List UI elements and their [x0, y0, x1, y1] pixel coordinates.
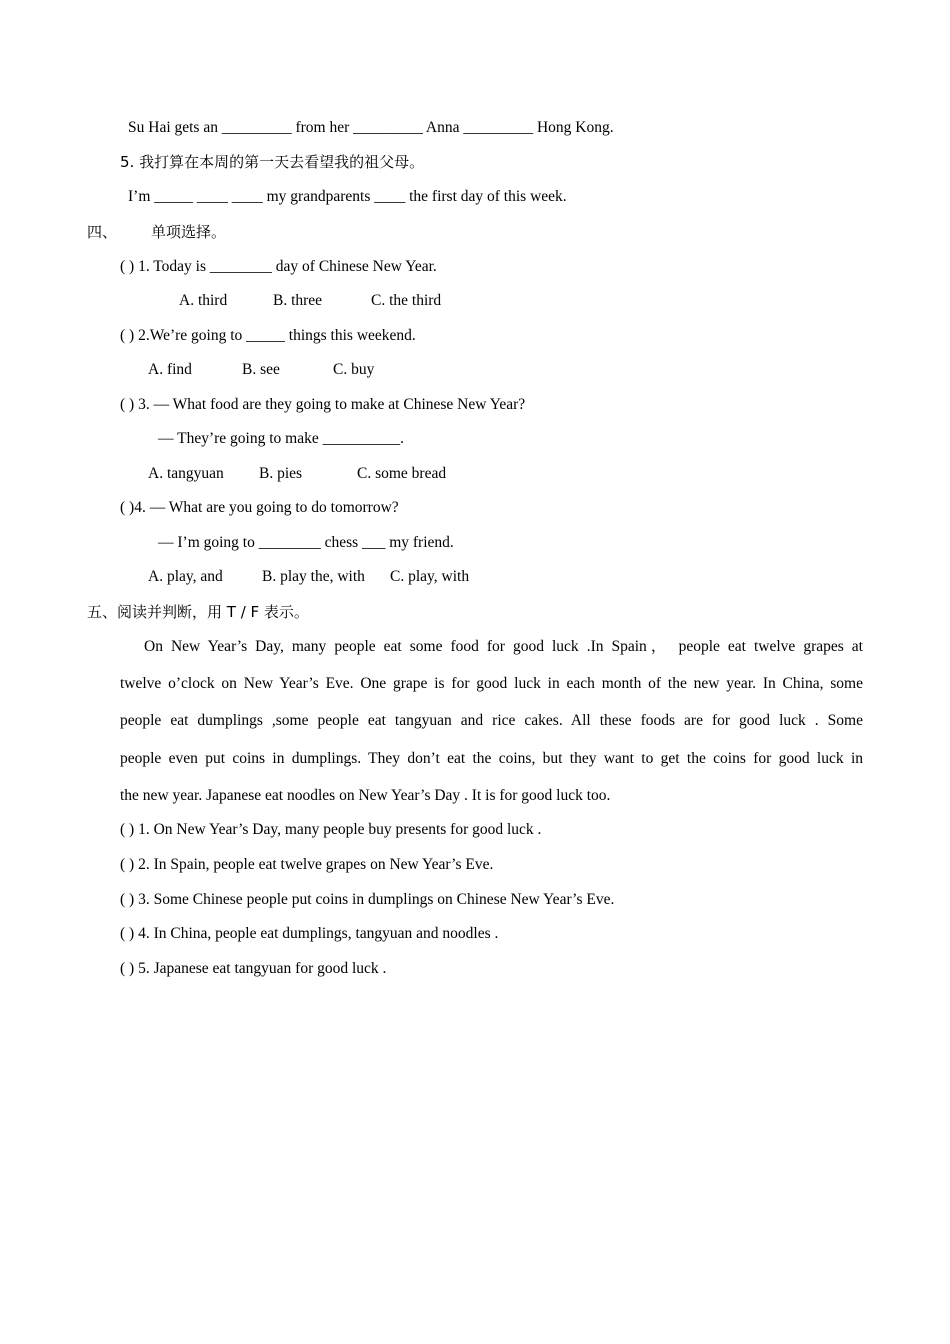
mc-q4-option-c: C. play, with: [390, 568, 470, 585]
mc-question-4-reply: — I’m going to ________ chess ___ my friend.: [158, 534, 454, 551]
mc-question-4-stem: ( )4. — What are you going to do tomorrow?: [120, 499, 399, 516]
translation-q5-prompt: 5. 我打算在本周的第一天去看望我的祖父母。: [120, 153, 425, 171]
tf-statement-1: ( ) 1. On New Year’s Day, many people buy presents for good luck .: [120, 821, 542, 838]
mc-q3-option-b: B. pies: [259, 465, 303, 482]
passage-line-4: people even put coins in dumplings. They don’t eat the coins, but they want to get the coins for good luck in: [120, 750, 863, 767]
mc-q4-option-a: A. play, and: [148, 568, 223, 585]
mc-q3-option-a: A. tangyuan: [148, 465, 224, 482]
mc-question-3-reply: — They’re going to make __________.: [158, 430, 404, 447]
passage-line-2: twelve o’clock on New Year’s Eve. One grape is for good luck in each month of the new year. In China, some: [120, 675, 863, 692]
mc-question-3-stem: ( ) 3. — What food are they going to make at Chinese New Year?: [120, 396, 526, 413]
tf-statement-4: ( ) 4. In China, people eat dumplings, tangyuan and noodles .: [120, 925, 499, 942]
section-5-heading: 五、阅读并判断，用 T / F 表示。: [87, 603, 309, 621]
mc-question-2-options: [148, 360, 374, 380]
translation-line-4-answer: Su Hai gets an _________ from her _________ Anna _________ Hong Kong.: [128, 119, 614, 136]
mc-q2-option-c: C. buy: [333, 361, 375, 378]
tf-statement-3: ( ) 3. Some Chinese people put coins in dumplings on Chinese New Year’s Eve.: [120, 891, 615, 908]
mc-question-4-options: [148, 567, 469, 587]
mc-q1-option-a: A. third: [179, 292, 228, 309]
section-4-number: 四、: [87, 223, 118, 241]
tf-statement-2: ( ) 2. In Spain, people eat twelve grapes on New Year’s Eve.: [120, 856, 494, 873]
mc-question-1-stem: ( ) 1. Today is ________ day of Chinese New Year.: [120, 258, 437, 275]
section-4-title: 单项选择。: [151, 223, 227, 241]
mc-q1-option-b: B. three: [273, 292, 323, 309]
mc-question-2-stem: ( ) 2.We’re going to _____ things this weekend.: [120, 327, 416, 344]
passage-line-5: the new year. Japanese eat noodles on New Year’s Day . It is for good luck too.: [120, 787, 611, 804]
mc-q1-option-c: C. the third: [371, 292, 442, 309]
mc-q4-option-b: B. play the, with: [262, 568, 365, 585]
translation-q5-answer: I’m _____ ____ ____ my grandparents ____ the first day of this week.: [128, 188, 567, 205]
mc-q3-option-c: C. some bread: [357, 465, 447, 482]
mc-question-1-options: [179, 291, 441, 311]
tf-statement-5: ( ) 5. Japanese eat tangyuan for good luck .: [120, 960, 387, 977]
mc-q2-option-a: A. find: [148, 361, 192, 378]
mc-q2-option-b: B. see: [242, 361, 280, 378]
passage-line-3: people eat dumplings ,some people eat tangyuan and rice cakes. All these foods are for good luck . Some: [120, 712, 863, 729]
passage-line-1: On New Year’s Day, many people eat some food for good luck .In Spain， people eat twelve grapes at: [144, 638, 863, 655]
section-4-heading: [87, 222, 226, 242]
mc-question-3-options: [148, 464, 446, 484]
